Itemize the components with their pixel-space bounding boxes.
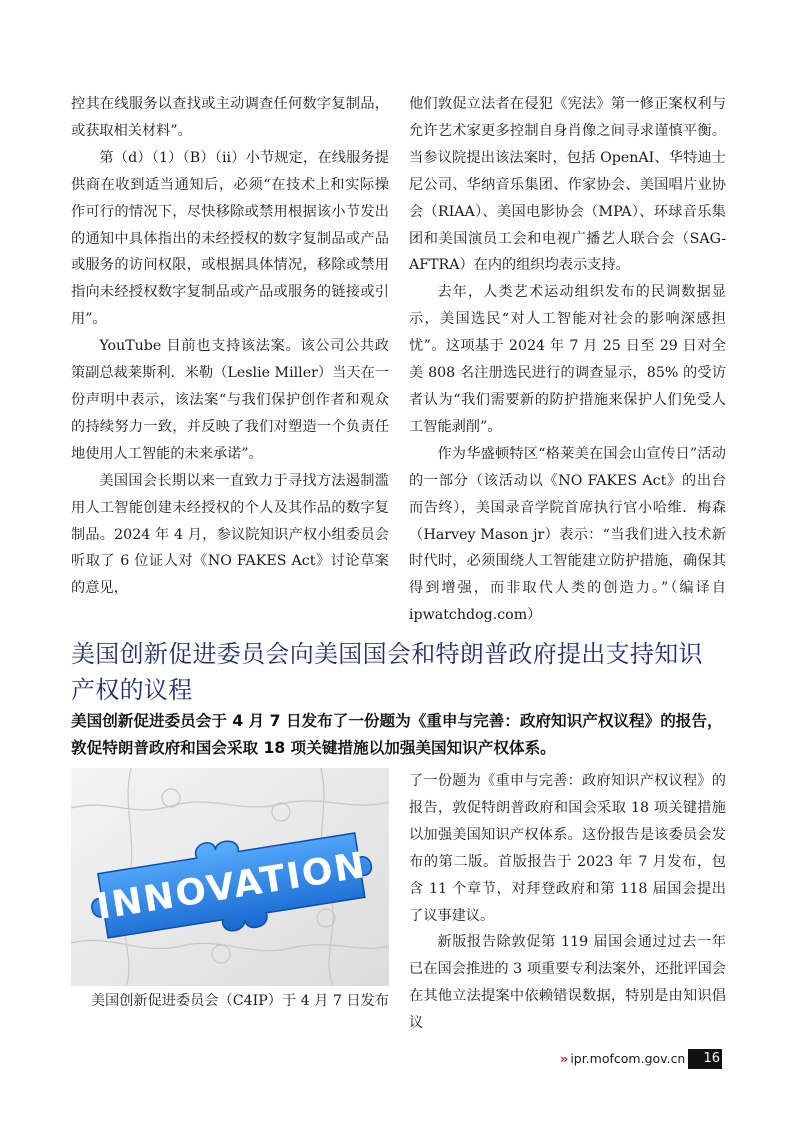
right-column-bottom	[409, 768, 726, 1037]
innovation-puzzle-image	[71, 768, 389, 986]
paragraph: 了一份题为《重申与完善：政府知识产权议程》的报告，敦促特朗普政府和国会采取 18 项关键措施以加强美国知识产权体系。这份报告是该委员会发布的第二版。首版报告于 2023 年 7 月发布，包含 11 个章节，对拜登政府和第 118 届国会提出了议事建议。	[409, 773, 726, 924]
article-title: 美国创新促进委员会向美国国会和特朗普政府提出支持知识产权的议程	[71, 640, 703, 704]
paragraph: 作为华盛顿特区“格莱美在国会山宣传日”活动的一部分（该活动以《NO FAKES Act》的出台而告终），美国录音学院首席执行官小哈维．梅森（Harvey Mason jr）表示：“当我们进入技术新时代时，必须围绕人工智能建立防护措施，确保其得到增强，而非取代人类的创造力。”（编译自 ipwatchdog.com）	[409, 445, 726, 624]
left-column-top	[71, 91, 389, 602]
paragraph: 控其在线服务以查找或主动调查任何数字复制品，或获取相关材料”。	[71, 96, 389, 139]
footer-arrow-icon: ››	[560, 1051, 567, 1066]
image-caption: 美国创新促进委员会（C4IP）于 4 月 7 日发布	[90, 993, 389, 1009]
paragraph: YouTube 目前也支持该法案。该公司公共政策副总裁莱斯利．米勒（Leslie Miller）当天在一份声明中表示，该法案“与我们保护创作者和观众的持续努力一致，并反映了我们对塑造一个负责任地使用人工智能的未来承诺”。	[71, 338, 389, 462]
footer-site-url: ipr.mofcom.gov.cn	[570, 1051, 686, 1066]
paragraph: 第（d）（1）（B）（ii）小节规定，在线服务提供商在收到适当通知后，必须“在技术上和实际操作可行的情况下，尽快移除或禁用根据该小节发出的通知中具体指出的未经授权的数字复制品或产品或服务的访问权限，或根据具体情况，移除或禁用指向未经授权数字复制品或产品或服务的链接或引用”。	[71, 149, 389, 328]
page-number: 16	[688, 1049, 722, 1069]
paragraph: 去年，人类艺术运动组织发布的民调数据显示，美国选民“对人工智能对社会的影响深感担忧”。这项基于 2024 年 7 月 25 日至 29 日对全美 808 名注册选民进行的调查显示，85% 的受访者认为“我们需要新的防护措施来保护人们免受人工智能剥削”。	[409, 284, 726, 435]
right-column-top	[409, 91, 726, 629]
innovation-word: INNOVATION	[93, 844, 370, 929]
paragraph: 新版报告除敦促第 119 届国会通过过去一年已在国会推进的 3 项重要专利法案外，还批评国会在其他立法提案中依赖错误数据，特别是由知识倡议	[409, 934, 726, 1032]
paragraph: 美国国会长期以来一直致力于寻找方法遏制滥用人工智能创建未经授权的个人及其作品的数字复制品。2024 年 4 月，参议院知识产权小组委员会听取了 6 位证人对《NO FAKES Act》讨论草案的意见，	[71, 472, 389, 597]
article-lead: 美国创新促进委员会于 4 月 7 日发布了一份题为《重申与完善：政府知识产权议程》的报告，敦促特朗普政府和国会采取 18 项关键措施以加强美国知识产权体系。	[71, 712, 723, 757]
paragraph: 他们敦促立法者在侵犯《宪法》第一修正案权利与允许艺术家更多控制自身肖像之间寻求谨慎平衡。当参议院提出该法案时，包括 OpenAI、华特迪士尼公司、华纳音乐集团、作家协会、美国唱片业协会（RIAA）、美国电影协会（MPA）、环球音乐集团和美国演员工会和电视广播艺人联合会（SAG-AFTRA）在内的组织均表示支持。	[409, 96, 726, 274]
